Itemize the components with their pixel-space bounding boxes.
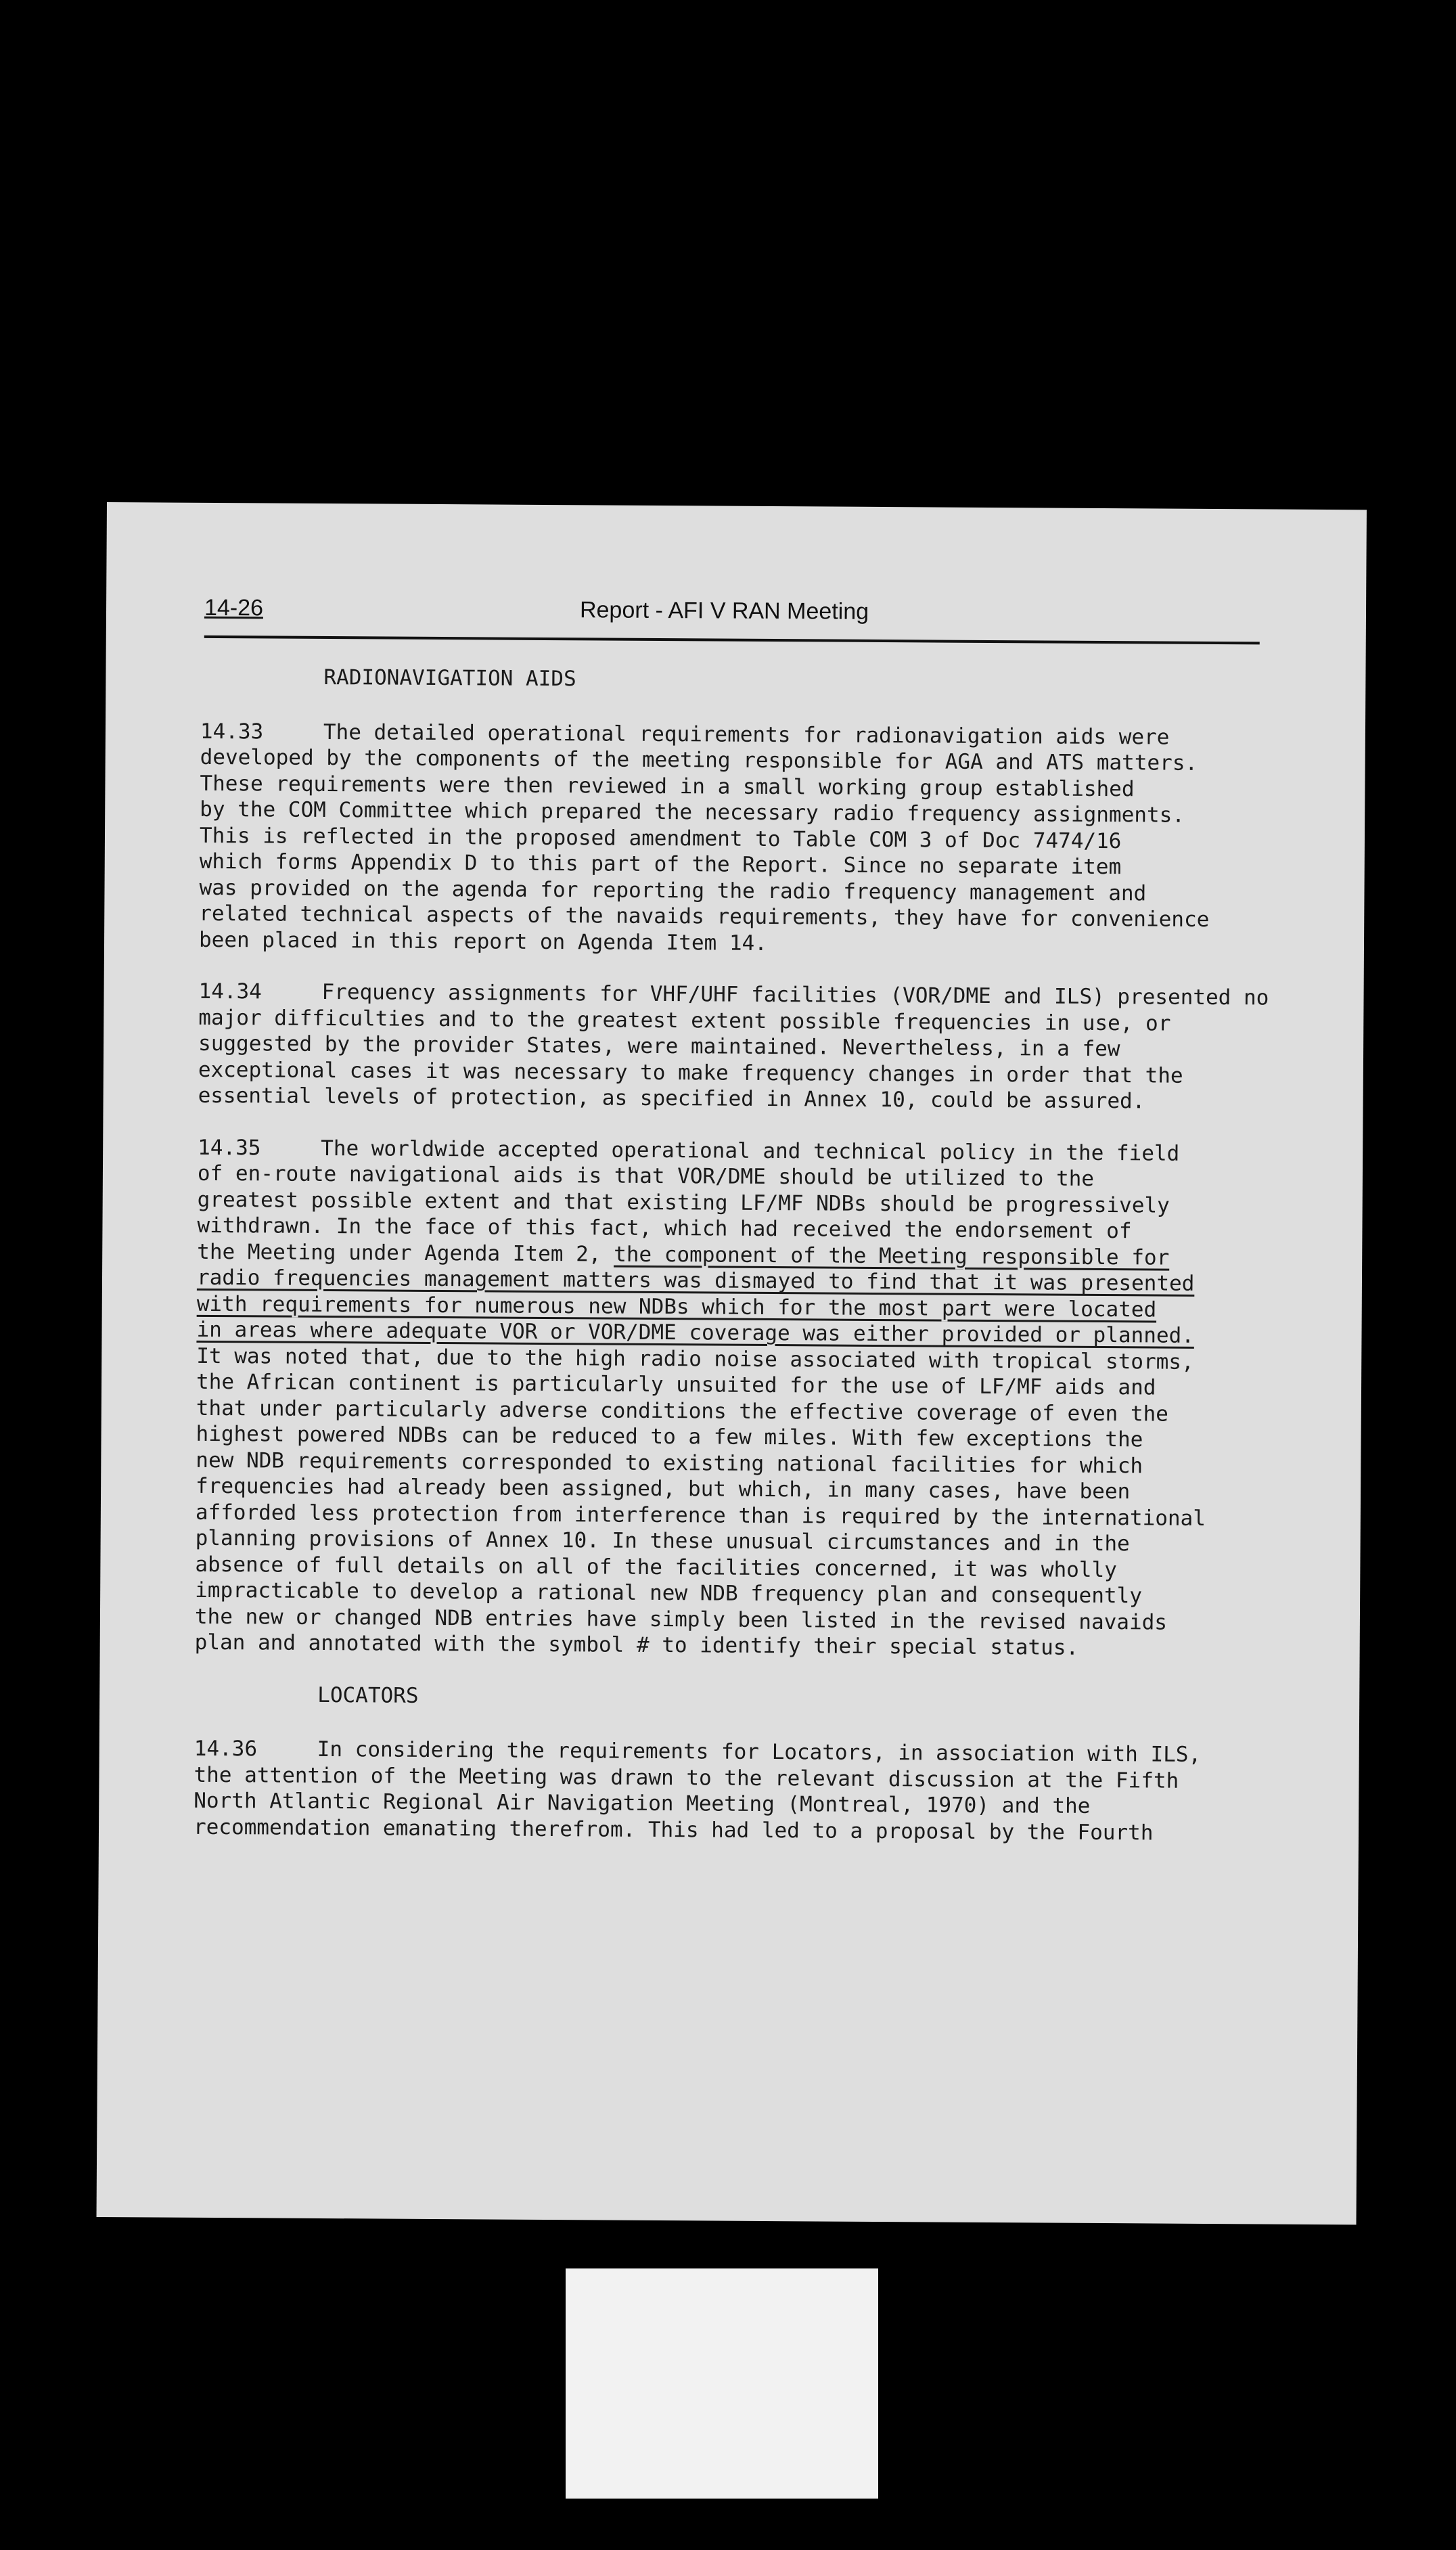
paragraph-line: the new or changed NDB entries have simply been listed in the revised navaids xyxy=(194,1604,1168,1635)
paragraph-line: It was noted that, due to the high radio noise associated with tropical storms, xyxy=(196,1343,1194,1374)
paragraph-line: the African continent is particularly unsuited for the use of LF/MF aids and xyxy=(196,1369,1156,1400)
paragraph-line: by the COM Committee which prepared the necessary radio frequency assignments. xyxy=(200,797,1185,828)
paragraph-line: 14.34 Frequency assignments for VHF/UHF facilities (VOR/DME and ILS) presented no xyxy=(198,979,1269,1010)
paragraph-line: that under particularly adverse conditions the effective coverage of even the xyxy=(196,1395,1169,1427)
paragraph-line: plan and annotated with the symbol # to identify their special status. xyxy=(194,1630,1079,1660)
paragraph-line: impracticable to develop a rational new NDB frequency plan and consequently xyxy=(195,1578,1143,1609)
paragraph-line: planning provisions of Annex 10. In these unusual circumstances and in the xyxy=(195,1525,1130,1557)
document-body xyxy=(194,664,1311,1873)
paragraph-14-35 xyxy=(195,1134,1308,1662)
paragraph-number: 14.34 xyxy=(198,979,263,1004)
paragraph-line: frequencies had already been assigned, but which, in many cases, have been xyxy=(196,1473,1131,1504)
paragraph-line: These requirements were then reviewed in a small working group established xyxy=(200,771,1135,801)
paragraph-14-33 xyxy=(199,718,1310,960)
underlined-line: in areas where adequate VOR or VOR/DME coverage was either provided or planned. xyxy=(196,1317,1195,1348)
paragraph-line: This is reflected in the proposed amendment to Table COM 3 of Doc 7474/16 xyxy=(199,823,1122,853)
paragraph-line: the attention of the Meeting was drawn to the relevant discussion at the Fifth xyxy=(194,1762,1179,1793)
page-number: 14-26 xyxy=(204,594,264,621)
paragraph-line: highest powered NDBs can be reduced to a few miles. With few exceptions the xyxy=(196,1421,1143,1452)
paragraph-line: which forms Appendix D to this part of the Report. Since no separate item xyxy=(199,849,1122,880)
underlined-line: with requirements for numerous new NDBs which for the most part were located xyxy=(196,1291,1157,1322)
page-header xyxy=(204,595,1260,645)
paragraph-line: developed by the components of the meeting responsible for AGA and ATS matters. xyxy=(200,744,1198,776)
paragraph-line: of en-route navigational aids is that VOR/DME should be utilized to the xyxy=(197,1161,1095,1191)
paragraph-number: 14.35 xyxy=(198,1135,261,1160)
paragraph-14-34 xyxy=(198,979,1309,1116)
section-heading-radionavigation: RADIONAVIGATION AIDS xyxy=(323,665,576,692)
paragraph-14-36 xyxy=(194,1736,1304,1847)
paragraph-line: afforded less protection from interference than is required by the international xyxy=(195,1500,1206,1531)
paragraph-line: exceptional cases it was necessary to make frequency changes in order that the xyxy=(198,1057,1183,1088)
underlined-text: the component of the Meeting responsible for xyxy=(614,1242,1170,1270)
paragraph-line: 14.36 In considering the requirements for Locators, in association with ILS, xyxy=(194,1736,1202,1767)
paragraph-line: greatest possible extent and that existing LF/MF NDBs should be progressively xyxy=(197,1187,1170,1218)
paragraph-line: major difficulties and to the greatest extent possible frequencies in use, or xyxy=(198,1005,1171,1036)
paragraph-number: 14.33 xyxy=(200,719,264,744)
paragraph-line: the Meeting under Agenda Item 2, the component of the Meeting responsible for xyxy=(197,1239,1170,1270)
paragraph-line: essential levels of protection, as specified in Annex 10, could be assured. xyxy=(198,1083,1145,1114)
paragraph-line: been placed in this report on Agenda Item 14. xyxy=(198,927,768,956)
blank-card xyxy=(566,2268,878,2499)
paragraph-line: North Atlantic Regional Air Navigation Meeting (Montreal, 1970) and the xyxy=(194,1788,1091,1818)
underlined-line: radio frequencies management matters was dismayed to find that it was presented xyxy=(196,1265,1195,1296)
paragraph-line: withdrawn. In the face of this fact, which had received the endorsement of xyxy=(197,1213,1132,1244)
paragraph-line: related technical aspects of the navaids requirements, they have for convenience xyxy=(199,901,1210,932)
paragraph-line: was provided on the agenda for reporting the radio frequency management and xyxy=(199,875,1147,905)
document-page xyxy=(97,502,1367,2224)
report-title: Report - AFI V RAN Meeting xyxy=(579,597,869,625)
paragraph-number: 14.36 xyxy=(194,1736,258,1762)
section-heading-locators: LOCATORS xyxy=(317,1682,419,1708)
paragraph-line: new NDB requirements corresponded to existing national facilities for which xyxy=(196,1448,1143,1478)
paragraph-line: suggested by the provider States, were maintained. Nevertheless, in a few xyxy=(198,1031,1120,1062)
paragraph-line: recommendation emanating therefrom. This had led to a proposal by the Fourth xyxy=(193,1814,1154,1845)
paragraph-line: absence of full details on all of the facilities concerned, it was wholly xyxy=(195,1552,1117,1582)
paragraph-line: 14.35 The worldwide accepted operational and technical policy in the field xyxy=(198,1135,1180,1166)
paragraph-line: 14.33 The detailed operational requirements for radionavigation aids were xyxy=(200,719,1170,750)
